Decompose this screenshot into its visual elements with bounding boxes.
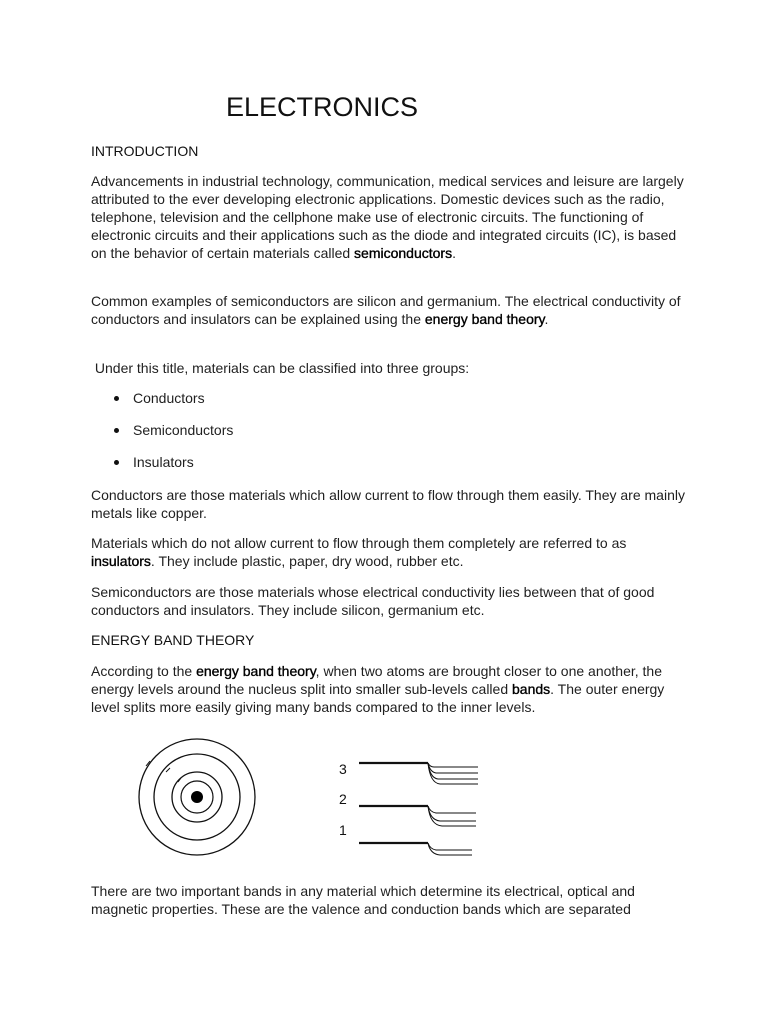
list-item [114, 422, 233, 438]
level-label-2: 2 [339, 791, 347, 807]
classify-paragraph: Under this title, materials can be classified into three groups: [91, 360, 470, 376]
semiconductors-paragraph: Semiconductors are those materials whose electrical conductivity lies between that of good conductors and insulators. They include silicon, germanium etc. [91, 584, 655, 618]
energy-band-theory-term: energy band theory [196, 663, 316, 679]
atom-diagram [130, 730, 270, 865]
insulators-paragraph [91, 534, 691, 570]
insulators-end: . They include plastic, paper, dry wood, rubber etc. [150, 553, 464, 569]
intro-text: Advancements in industrial technology, communication, medical services and leisure are largely attributed to the ever developing electronic applications. Domestic devices such as the radio, telephone, television and the cellphone make use of electronic circuits. The functioning of electronic circuits and their applications such as the diode and integrated circuits (IC), is based on the behavior of certain materials called [91, 173, 684, 261]
bullet-icon [114, 396, 119, 401]
nucleus [191, 791, 203, 803]
level-label-3: 3 [339, 761, 347, 777]
energy-band-theory-heading: ENERGY BAND THEORY [91, 632, 255, 648]
intro-paragraph [91, 172, 691, 262]
list-item-label: Semiconductors [133, 422, 234, 438]
bullet-icon [114, 428, 119, 433]
list-item [114, 454, 194, 470]
energy-band-theory-paragraph [91, 662, 691, 716]
bands-paragraph: There are two important bands in any material which determine its electrical, optical and magnetic properties. These are the valence and conduction bands which are separated [91, 883, 635, 917]
common-text: Common examples of semiconductors are silicon and germanium. The electrical conductivity of conductors and insulators can be explained using the [91, 293, 681, 327]
list-item-label: Conductors [133, 390, 205, 406]
insulators-term: insulators [91, 553, 151, 569]
intro-end: . [452, 245, 456, 261]
level-label-1: 1 [339, 822, 347, 838]
ebt-text-2: , when two atoms are brought closer to one another, the energy levels around the nucleus split into smaller sub-levels called [91, 663, 662, 697]
insulators-text: Materials which do not allow current to flow through them completely are referred to as [91, 535, 627, 551]
list-item-label: Insulators [133, 454, 194, 470]
energy-level-1 [359, 843, 472, 855]
list-item [114, 390, 205, 406]
orbit-tick [166, 768, 170, 772]
bands-term: bands [512, 681, 551, 697]
ebt-text-3: . The outer energy level splits more easily giving many bands compared to the inner levels. [91, 681, 665, 715]
page-title: ELECTRONICS [226, 92, 419, 122]
conductors-paragraph: Conductors are those materials which allow current to flow through them easily. They are mainly metals like copper. [91, 487, 685, 521]
common-examples-paragraph [91, 292, 691, 328]
energy-band-theory-term: energy band theory [424, 311, 545, 327]
ebt-text-1: According to the [91, 663, 197, 679]
energy-level-2 [359, 806, 476, 826]
energy-level-3 [359, 763, 478, 784]
energy-levels-diagram [330, 752, 490, 864]
common-end: . [544, 311, 549, 327]
bullet-icon [114, 460, 119, 465]
introduction-heading: INTRODUCTION [91, 143, 199, 159]
semiconductors-term: semiconductors [354, 245, 453, 261]
